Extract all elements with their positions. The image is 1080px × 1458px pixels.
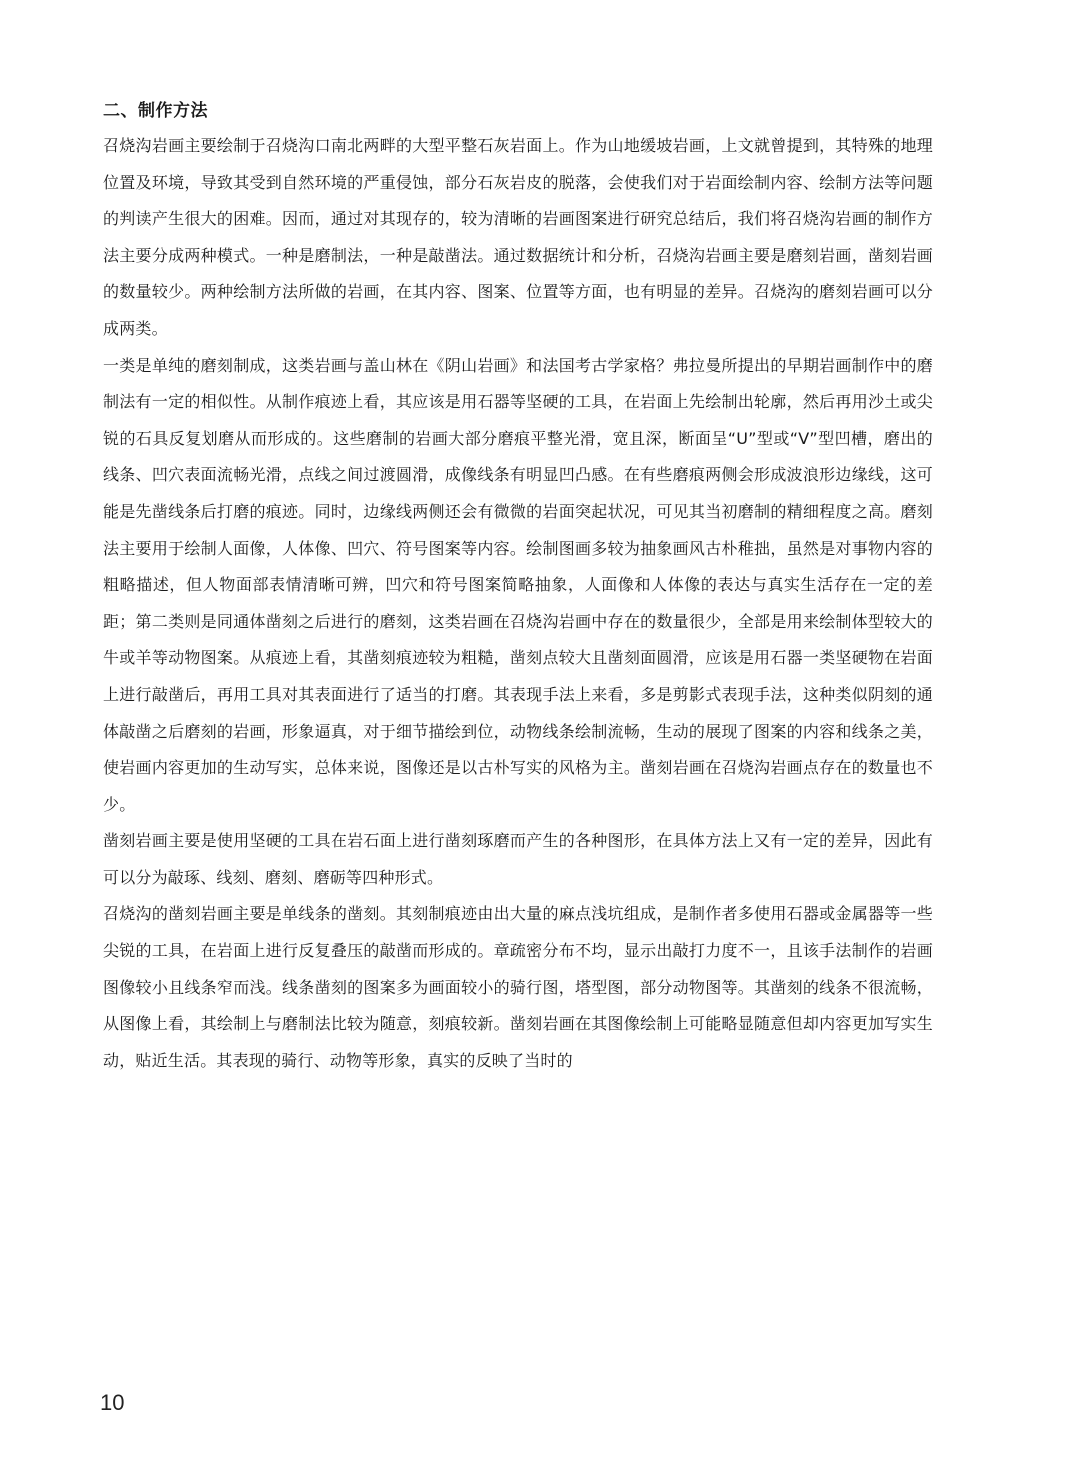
section-heading: 二、制作方法: [103, 101, 208, 121]
page-number: 10: [100, 1390, 125, 1415]
paragraph-1: 召烧沟岩画主要绘制于召烧沟口南北两畔的大型平整石灰岩面上。作为山地缓坡岩画，上文就曾提到，其特殊的地理位置及环境，导致其受到自然环境的严重侵蚀，部分石灰岩皮的脱落，会使我们对于岩面绘制内容、绘制方法等问题的判读产生很大的困难。因而，通过对其现存的，较为清晰的岩画图案进行研究总结后，我们将召烧沟岩画的制作方法主要分成两种模式。一种是磨制法，一种是敲凿法。通过数据统计和分析，召烧沟岩画主要是磨刻岩画，凿刻岩画的数量较少。两种绘制方法所做的岩画，在其内容、图案、位置等方面，也有明显的差异。召烧沟的磨刻岩画可以分成两类。: [103, 136, 933, 338]
paragraph-4: 召烧沟的凿刻岩画主要是单线条的凿刻。其刻制痕迹由出大量的麻点浅坑组成，是制作者多使用石器或金属器等一些尖锐的工具，在岩面上进行反复叠压的敲凿而形成的。章疏密分布不均，显示出敲打力度不一，且该手法制作的岩画图像较小且线条窄而浅。线条凿刻的图案多为画面较小的骑行图，塔型图，部分动物图等。其凿刻的线条不很流畅，从图像上看，其绘制上与磨制法比较为随意，刻痕较新。凿刻岩画在其图像绘制上可能略显随意但却内容更加写实生动，贴近生活。其表现的骑行、动物等形象，真实的反映了当时的: [103, 904, 933, 1070]
article-body: [103, 96, 933, 1079]
paragraph-3: 凿刻岩画主要是使用坚硬的工具在岩石面上进行凿刻琢磨而产生的各种图形，在具体方法上又有一定的差异，因此有可以分为敲琢、线刻、磨刻、磨砺等四种形式。: [103, 831, 933, 887]
paragraph-2: 一类是单纯的磨刻制成，这类岩画与盖山林在《阴山岩画》和法国考古学家格？弗拉曼所提出的早期岩画制作中的磨制法有一定的相似性。从制作痕迹上看，其应该是用石器等坚硬的工具，在岩面上先绘制出轮廓，然后再用沙土或尖锐的石具反复划磨从而形成的。这些磨制的岩画大部分磨痕平整光滑，宽且深，断面呈“U”型或“V”型凹槽，磨出的线条、凹穴表面流畅光滑，点线之间过渡圆滑，成像线条有明显凹凸感。在有些磨痕两侧会形成波浪形边缘线，这可能是先凿线条后打磨的痕迹。同时，边缘线两侧还会有微微的岩面突起状况，可见其当初磨制的精细程度之高。磨刻法主要用于绘制人面像，人体像、凹穴、符号图案等内容。绘制图画多较为抽象画风古朴稚拙，虽然是对事物内容的粗略描述，但人物面部表情清晰可辨，凹穴和符号图案简略抽象，人面像和人体像的表达与真实生活存在一定的差距；第二类则是同通体凿刻之后进行的磨刻，这类岩画在召烧沟岩画中存在的数量很少，全部是用来绘制体型较大的牛或羊等动物图案。从痕迹上看，其凿刻痕迹较为粗糙，凿刻点较大且凿刻面圆滑，应该是用石器一类坚硬物在岩面上进行敲凿后，再用工具对其表面进行了适当的打磨。其表现手法上来看，多是剪影式表现手法，这种类似阴刻的通体敲凿之后磨刻的岩画，形象逼真，对于细节描绘到位，动物线条绘制流畅，生动的展现了图案的内容和线条之美，使岩画内容更加的生动写实，总体来说，图像还是以古朴写实的风格为主。凿刻岩画在召烧沟岩画点存在的数量也不少。: [103, 355, 933, 814]
